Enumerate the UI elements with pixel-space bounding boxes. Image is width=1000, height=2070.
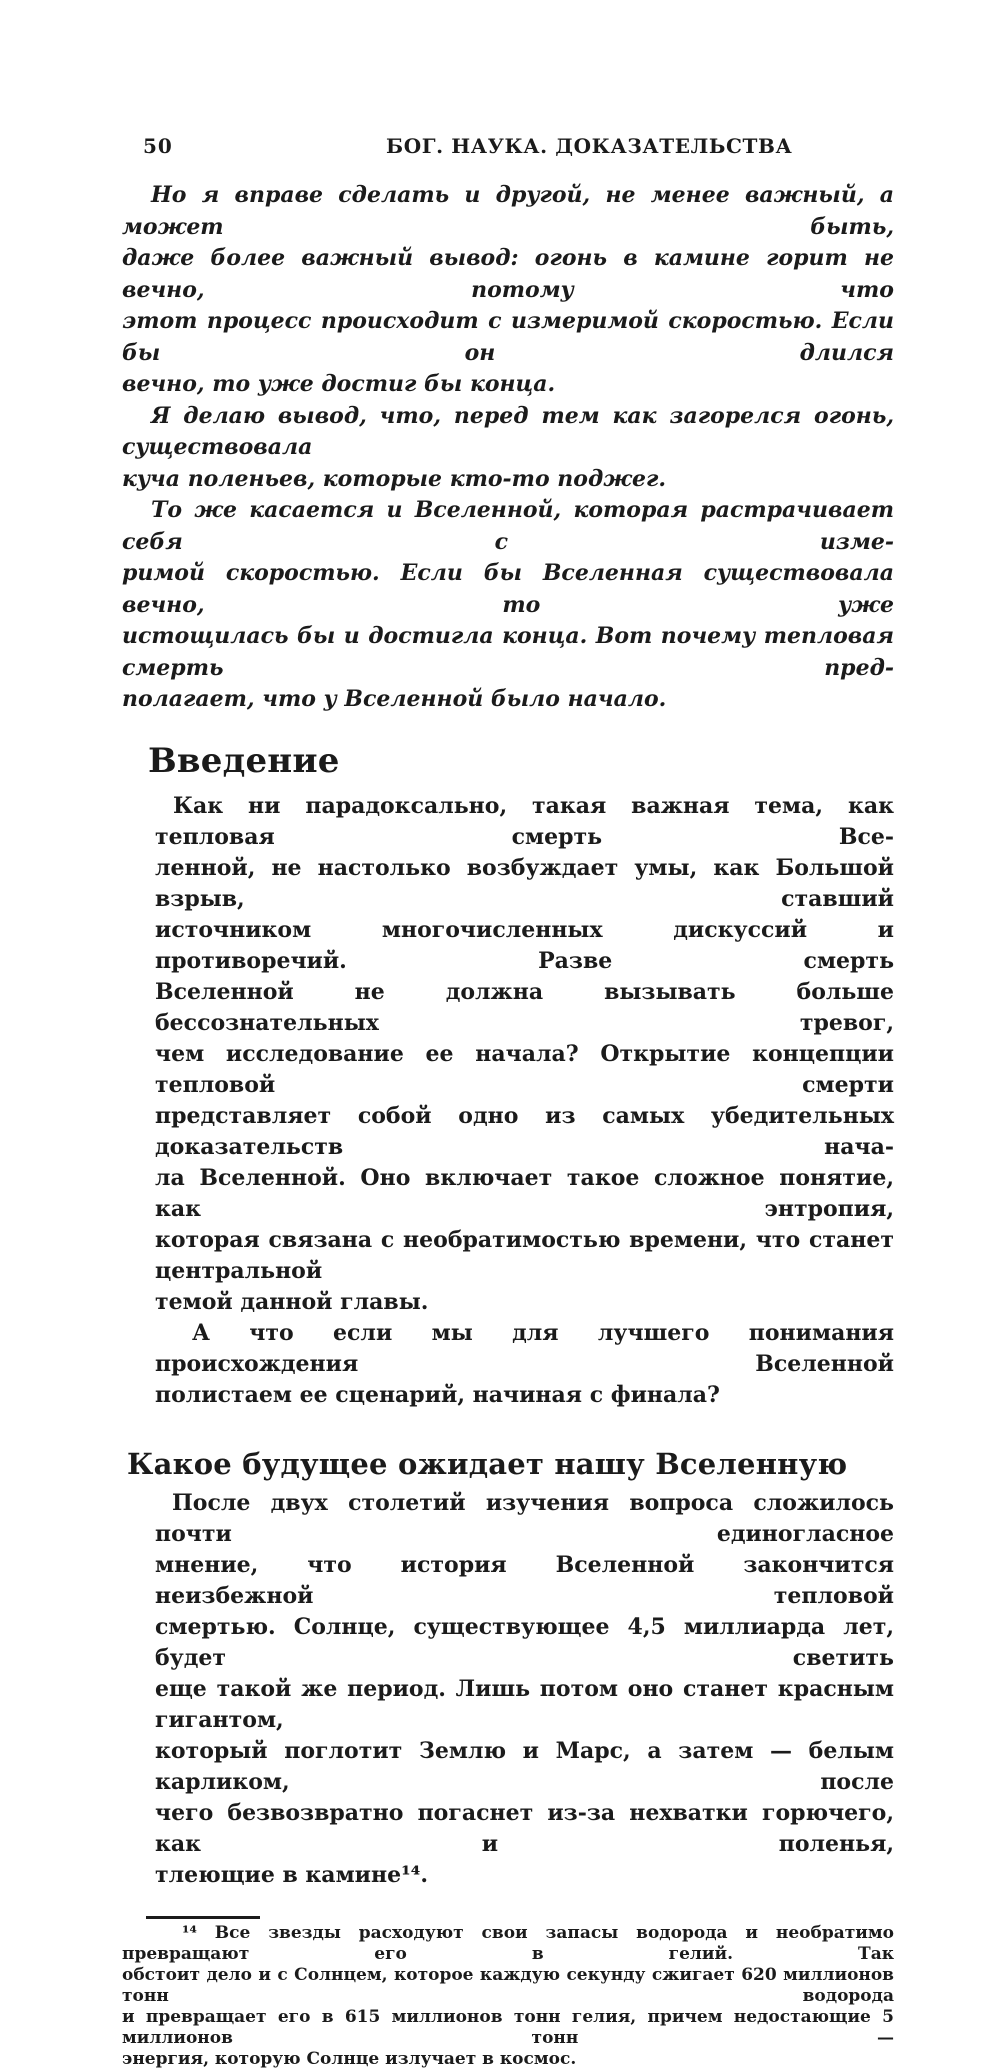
- text-line: куча поленьев, которые кто-то поджег.: [122, 465, 667, 492]
- italic-excerpt: [122, 180, 894, 716]
- footnote-separator-rule: [146, 1916, 260, 1919]
- text-line: Как ни парадоксально, такая важная тема, как тепловая смерть Все-: [155, 792, 894, 850]
- section-body-future: [155, 1488, 894, 1891]
- text-line: полагает, что у Вселенной было начало.: [122, 686, 667, 712]
- footnote-line: ¹⁴ Все звезды расходуют свои запасы водорода и необратимо превращают его в гелий. Так: [122, 1922, 894, 1964]
- body-paragraph: [155, 791, 894, 1318]
- text-line: источником многочисленных дискуссий и противоречий. Разве смерть: [155, 916, 894, 974]
- text-line: Но я вправе сделать и другой, не менее важный, а может быть,: [122, 182, 894, 240]
- text-line: смертью. Солнце, существующее 4,5 миллиарда лет, будет светить: [155, 1613, 894, 1671]
- footnote-line: и превращает его в 615 миллионов тонн гелия, причем недостающие 5 миллионов тонн —: [122, 2006, 894, 2048]
- text-line: тлеющие в камине¹⁴.: [155, 1861, 429, 1888]
- text-line: То же касается и Вселенной, которая растрачивает себя с изме-: [122, 497, 894, 555]
- section-heading-future: Какое будущее ожидает нашу Вселенную: [127, 1446, 848, 1481]
- text-line: темой данной главы.: [155, 1288, 429, 1315]
- footnote: [122, 1923, 894, 2070]
- text-line: Я делаю вывод, что, перед тем как загорелся огонь, существовала: [122, 402, 894, 460]
- text-line: полистаем ее сценарий, начиная с финала?: [155, 1381, 720, 1408]
- excerpt-paragraph: [122, 401, 894, 496]
- excerpt-paragraph: [122, 495, 894, 716]
- text-line: даже более важный вывод: огонь в камине горит не вечно, потому что: [122, 245, 894, 303]
- body-paragraph: [155, 1318, 894, 1411]
- section-body-introduction: [155, 791, 894, 1411]
- running-title: БОГ. НАУКА. ДОКАЗАТЕЛЬСТВА: [386, 134, 793, 158]
- book-page: [122, 0, 894, 2070]
- text-line: чего безвозвратно погаснет из-за нехватки горючего, как и поленья,: [155, 1799, 894, 1857]
- text-line: истощилась бы и достигла конца. Вот почему тепловая смерть пред-: [122, 623, 894, 681]
- body-paragraph: [155, 1488, 894, 1891]
- page-number: 50: [143, 134, 173, 158]
- text-line: еще такой же период. Лишь потом оно станет красным гигантом,: [155, 1675, 894, 1733]
- footnote-line: обстоит дело и с Солнцем, которое каждую секунду сжигает 620 миллионов тонн водорода: [122, 1964, 894, 2006]
- text-line: этот процесс происходит с измеримой скоростью. Если бы он длился: [122, 308, 894, 366]
- text-line: римой скоростью. Если бы Вселенная существовала вечно, то уже: [122, 560, 894, 618]
- text-line: Вселенной не должна вызывать больше бессознательных тревог,: [155, 978, 894, 1036]
- text-line: который поглотит Землю и Марс, а затем — белым карликом, после: [155, 1737, 894, 1795]
- text-line: А что если мы для лучшего понимания происхождения Вселенной: [155, 1319, 894, 1377]
- text-line: чем исследование ее начала? Открытие концепции тепловой смерти: [155, 1040, 894, 1098]
- text-line: вечно, то уже достиг бы конца.: [122, 371, 556, 397]
- excerpt-paragraph: [122, 180, 894, 401]
- section-heading-introduction: Введение: [148, 740, 340, 781]
- text-line: представляет собой одно из самых убедительных доказательств нача-: [155, 1102, 894, 1160]
- text-line: ла Вселенной. Оно включает такое сложное понятие, как энтропия,: [155, 1164, 894, 1222]
- text-line: ленной, не настолько возбуждает умы, как Большой взрыв, ставший: [155, 854, 894, 912]
- running-head: [122, 134, 894, 158]
- footnote-line: энергия, которую Солнце излучает в космос.: [122, 2048, 577, 2069]
- text-line: мнение, что история Вселенной закончится неизбежной тепловой: [155, 1551, 894, 1609]
- text-line: После двух столетий изучения вопроса сложилось почти единогласное: [155, 1489, 894, 1547]
- text-line: которая связана с необратимостью времени, что станет центральной: [155, 1226, 894, 1284]
